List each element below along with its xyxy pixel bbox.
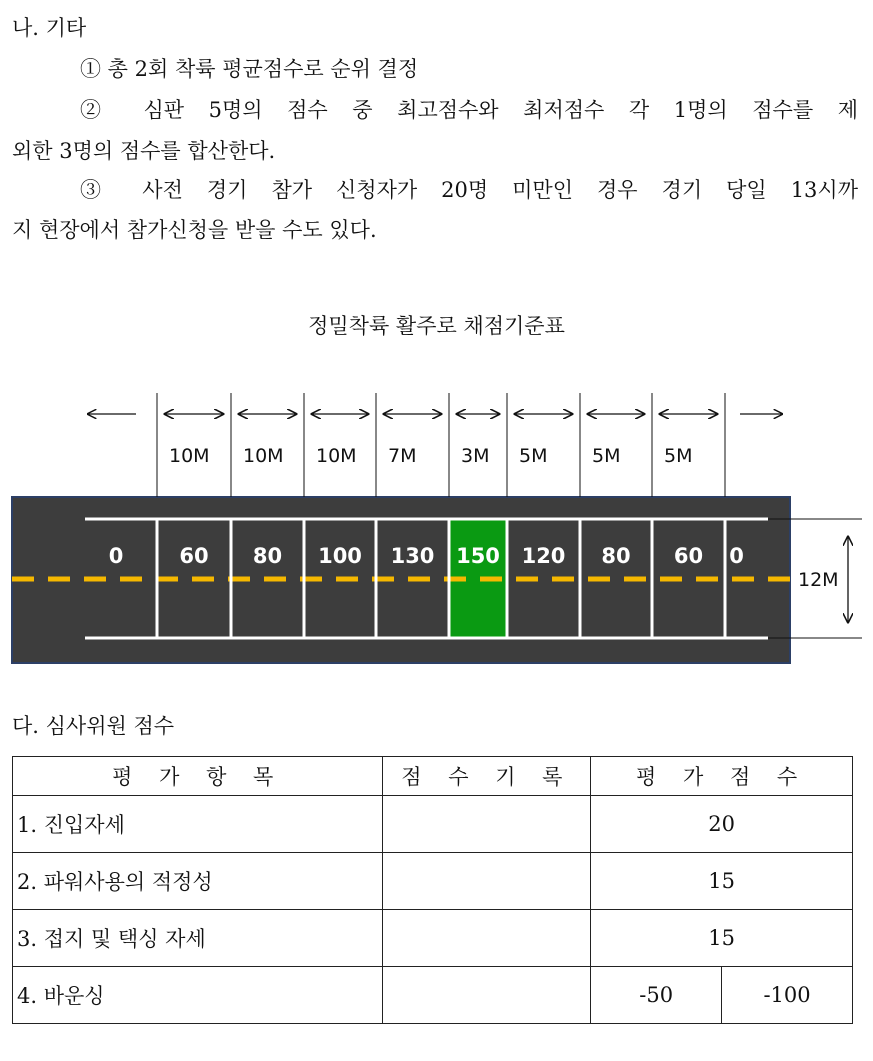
row-record [383,910,591,967]
zone-score-label: 120 [521,544,566,568]
rule-item-2-cont: 외한 3명의 점수를 합산한다. [12,139,276,163]
distance-label: 3M [461,445,490,467]
zone-score-label: 0 [108,544,124,568]
zone-score-label: 130 [390,544,435,568]
distance-label: 10M [316,445,357,467]
rule-item-1: ① 총 2회 착륙 평균점수로 순위 결정 [80,57,419,81]
row-item: 1. 진입자세 [13,796,383,853]
table-row [13,796,853,853]
section-heading-etc: 나. 기타 [12,16,87,40]
row-record [383,967,591,1024]
row-item: 3. 접지 및 택싱 자세 [13,910,383,967]
row-item: 2. 파워사용의 적정성 [13,853,383,910]
figure-title: 정밀착륙 활주로 채점기준표 [308,314,565,338]
row-item: 4. 바운싱 [13,967,383,1024]
row-score-heavy: -100 [722,967,853,1024]
table-row [13,853,853,910]
section-heading-judges: 다. 심사위원 점수 [12,714,175,738]
zone-score-label: 80 [252,544,283,568]
runway-scoring-figure [0,290,873,680]
table-row [13,910,853,967]
table-row [13,967,853,1024]
distance-label: 5M [664,445,693,467]
row-score: 20 [591,796,853,853]
zone-score-label: 60 [179,544,209,568]
rule-item-3-cont: 지 현장에서 참가신청을 받을 수도 있다. [12,218,377,242]
zone-score-label: 150 [456,544,500,568]
row-score-light: -50 [591,967,722,1024]
distance-label: 10M [169,445,210,467]
row-record [383,853,591,910]
table-header-row [13,757,853,796]
row-score: 15 [591,910,853,967]
distance-label: 10M [243,445,284,467]
judge-score-table [12,756,853,1024]
header-eval-score: 평 가 점 수 [591,757,853,796]
zone-score-label: 60 [673,544,704,568]
distance-label: 7M [388,445,417,467]
zone-score-label: 0 [729,544,744,568]
row-record [383,796,591,853]
rule-item-3: ③ 사전 경기 참가 신청자가 20명 미만인 경우 경기 당일 13시까 [80,178,858,202]
header-eval-item: 평 가 항 목 [13,757,383,796]
distance-label: 5M [592,445,621,467]
zone-score-label: 80 [601,544,631,568]
rule-item-2: ② 심판 5명의 점수 중 최고점수와 최저점수 각 1명의 점수를 제 [80,98,858,122]
zone-score-label: 100 [318,544,362,568]
runway-diagram [0,290,873,680]
width-label: 12M [798,569,839,591]
row-score: 15 [591,853,853,910]
distance-label: 5M [519,445,548,467]
header-score-record: 점 수 기 록 [383,757,591,796]
